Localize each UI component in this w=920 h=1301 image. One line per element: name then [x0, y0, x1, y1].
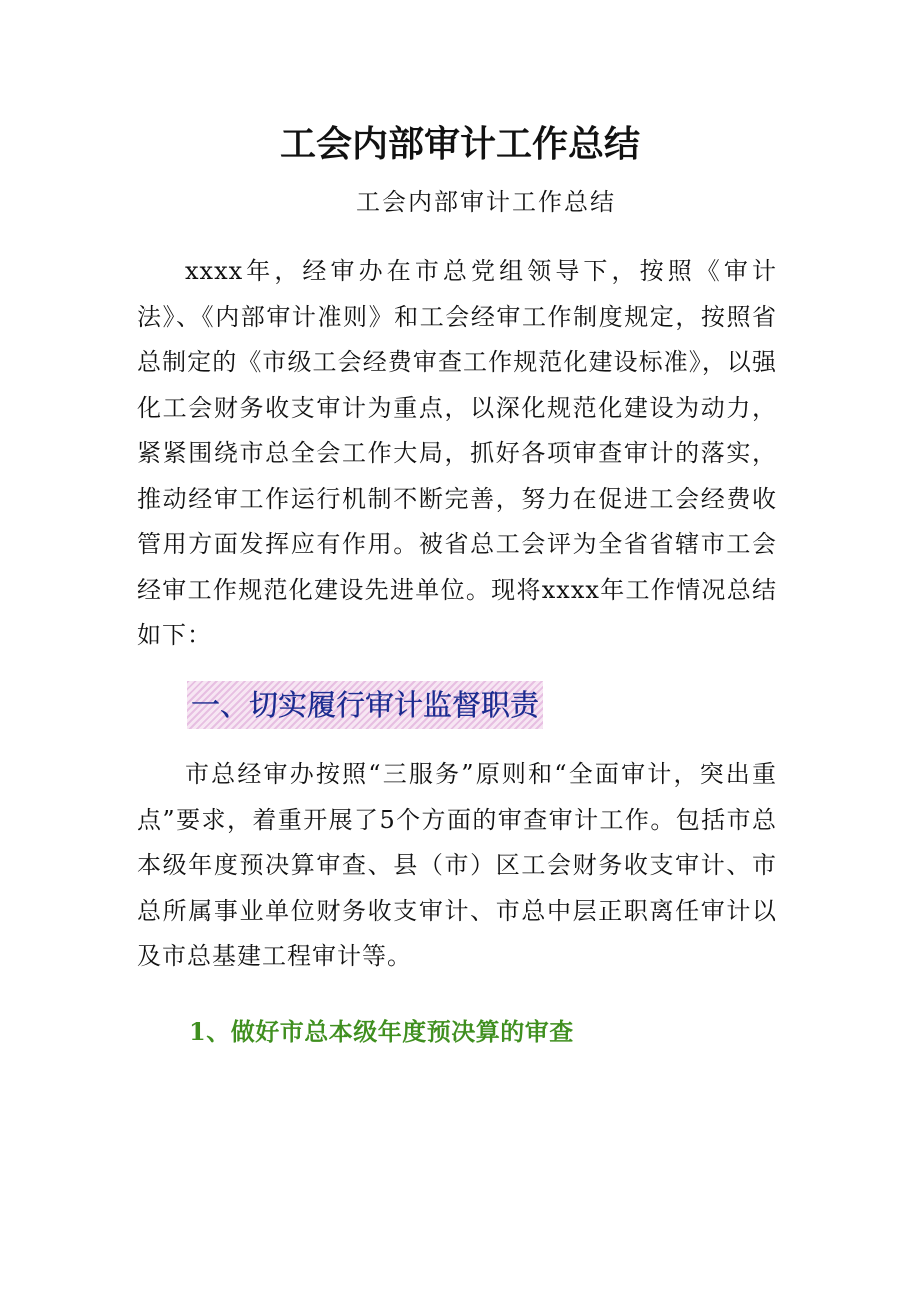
- section-heading: 一、切实履行审计监督职责: [187, 681, 543, 729]
- document-subtitle: 工会内部审计工作总结: [356, 188, 616, 216]
- intro-paragraph: xxxx年，经审办在市总党组领导下，按照《审计法》、《内部审计准则》和工会经审工作制度规定，按照省总制定的《市级工会经费审查工作规范化建设标准》，以强化工会财务收支审计为重点，以深化规范化建设为动力，紧紧围绕市总全会工作大局，抓好各项审查审计的落实，推动经审工作运行机制不断完善，努力在促进工会经费收管用方面发挥应有作用。被省总工会评为全省省辖市工会经审工作规范化建设先进单位。现将xxxx年工作情况总结如下：: [137, 257, 777, 649]
- document-title: 工会内部审计工作总结: [279, 124, 640, 165]
- subsection-heading: 1、做好市总本级年度预决算的审查: [189, 1017, 574, 1046]
- section-paragraph: 市总经审办按照“三服务”原则和“全面审计，突出重点”要求，着重开展了5个方面的审查审计工作。包括市总本级年度预决算审查、县（市）区工会财务收支审计、市总所属事业单位财务收支审计、市总中层正职离任审计以及市总基建工程审计等。: [137, 760, 777, 970]
